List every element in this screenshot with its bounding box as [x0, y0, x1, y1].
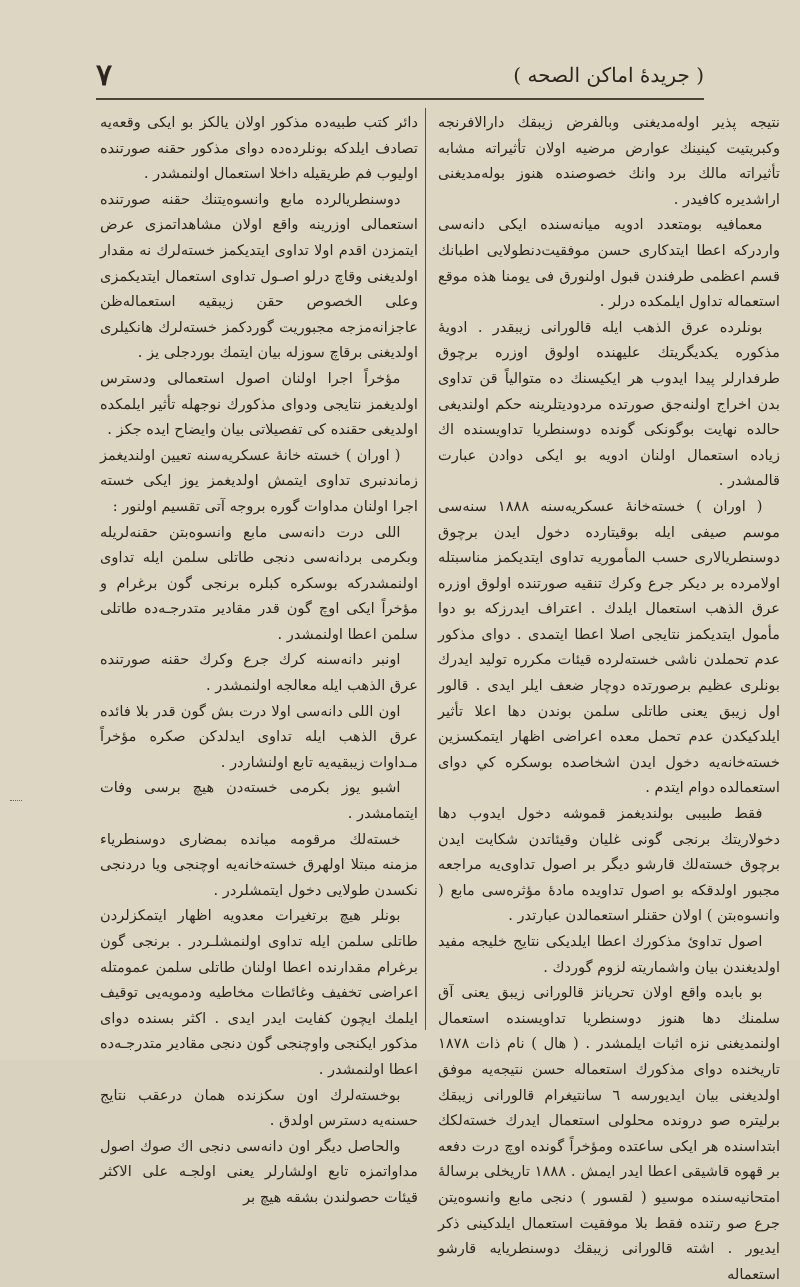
- paragraph: اللى درت دانه‌سى مابع وانسوه‌بتن حقنه‌لريله وبكرمى بردانه‌سى دنجى طاتلى سلمن ايله تداوى اولنمشدركه بوسكره كبلره برنجى گون برغرام و مؤخراً ايكى اوچ گون قدر مقادير متدرجـه‌ده طاتلى سلمن اعطا اولنمشدر .: [100, 523, 418, 643]
- paragraph: بونلر هيچ برتغيرات معدويه اظهار ايتمكزلردن طاتلى سلمن ايله تداوى اولنمشلـردر . برنجى گون برغرام مقدارنده اعطا اولنان طاتلى سلمن عمومتله اعراضى تخفيف وغائطات مخاطيه ودمويه‌يى توقيف ايلمك ايچون كفايت ايدر ايدى . اكثر بسنده دواى مذكور ايكنجى واوچنجى گون دنجى مقادير متدرجـه‌ده اعطا اولنمشدر .: [100, 907, 418, 1078]
- paragraph: ( اوران ) خسته‌خانهٔ عسكريه‌سنه ١٨٨٨ سنه‌سى موسم صيفى ايله بوقيتارده دخول ايدن برچوق دوسنطريالارى حسب المأموريه تداوى ايتديكمز مناسبتله اولامرده بر ديكر جرع وكرك تنقيه صورتنده اولوق اوزره عرق الذهب استعمال ايلدك . اعتراف ايدرزكه بو دوا مأمول ايتديكمز نتايجى اصلا اعطا ايتمدى . دواى مذكور عدم تحملدن ناشى خسته‌لرده قيئات مكرره توليد ايدرك بونلرى عظيم برصورتده دوچار ضعف ايلر ايدى . قالور اول زيبق يعنى طاتلى سلمن بوندن دها اعلا تأثير ايلدكيكدن عدم تحمل معده اعراضى اظهار ايتمكسزين خسته‌خانه‌يه دخول ايدن اشخاصده بوسكره كي دواى استعمالده دوام ايتدم .: [438, 497, 780, 797]
- paragraph: مؤخراً اجرا اولنان اصول استعمالى ودسترس اولديغمز نتايجى ودواى مذكورك نوجهله تأثير ايلمكده اولديغى حقنده كى تفصيلاتى بيان وايضاح ايده جكز .: [100, 369, 418, 439]
- left-column: [96, 110, 418, 1206]
- paragraph: اصول تداوئ مذكورك اعطا ايلديكى نتايج خليجه مفيد اولديغندن بيان واشماريته لزوم گوردك .: [438, 933, 780, 976]
- paragraph: ( اوران ) خسته خانهٔ عسكريه‌سنه تعيين اولنديغمز زماندنبرى تداوى ايتمش اولديغمز يوز ايكى خسته اجرا اولنان مداوات گوره بروجه آتى تقسيم اولنور :: [100, 446, 418, 515]
- paragraph: والحاصل ديگر اون دانه‌سى دنجى اك صوك اصول مداواتمزه تابع اولشارلر يعنى اولجـه على الاكثر قيئات حصولندن بشقه هيچ بر: [100, 1137, 418, 1206]
- header-rule: [96, 98, 704, 100]
- paragraph: بو بابده واقع اولان تحريانز قالورانى زيبق يعنى آق سلمنك دها هنوز دوسنطريا تداويسنده استعمال اولنمديغنى نزه اثبات ايلمشدر . ( هال ) نام ذات ١٨٧٨ تاريخنده دواى مذكورك استعماله حسن نتيجه‌يه موفق اولديغنى بيان ايديورسه ٦ سانتيغرام قالورانى زيبقك برليتره صو درونده محلولى استعمال ايدرك خسته‌لكك ابتداسنده هر ايكى ساعتده ومؤخراً گونده اوچ درت دفعه بر قهوه قاشيقى اعطا ايدر ايمش . ١٨٨٨ تاريخلى برسالهٔ امتحانيه‌سنده موسيو ( لقسور ) دنجى مابع وانسوه‌يتن جرع صو رتنده فقط بلا موفقيت استعمال ايلدكينى ذكر ايديور . اشته قالورانى زيبقك دوسنطريايه قارشو استعماله: [438, 984, 781, 1283]
- paragraph: بوخسته‌لرك اون سكزنده همان درعقب نتايج حسنه‌يه دسترس اولدق .: [100, 1086, 418, 1130]
- paragraph: اون اللى دانه‌سى اولا درت بش گون قدر بلا فائده عرق الذهب ايله تداوى ايدلدكن صكره مؤخراً مـداوات زيبقيه‌يه تابع اولنشاردر .: [100, 702, 418, 771]
- paragraph: اشبو يوز بكرمى خسته‌دن هيچ برسى وفات ايتمامشدر .: [100, 779, 418, 823]
- right-column: [432, 110, 781, 1283]
- page-number: ٧: [96, 57, 113, 93]
- paragraph: دائر كتب طبيه‌ده مذكور اولان يالكز بو ايكى وقعه‌يه تصادف ايلدكه بونلرده‌ده دواى مذكور حقنه صورتنده اوليوب فم طريقيله داخلا استعمال اولنمشدر .: [100, 114, 418, 183]
- paragraph: نتيجه پذير اوله‌مديغنى وبالفرض زيبقك داراﻻفرنجه وكبريتيت كينينك عوارض مرضيه اولان تأثيراته مشابه تأثيراته مالك برد وانك خصوصنده هنوز بوله‌مديغنى اراشديره كافيدر .: [438, 114, 780, 208]
- paragraph: اونبر دانه‌سنه كرك جرع وكرك حقنه صورتنده عرق الذهب ايله معالجه اولنمشدر .: [100, 651, 418, 695]
- paragraph: معمافيه بومتعدد ادويه ميانه‌سنده ايكى دانه‌سى واردركه اعطا ايتدكارى حسن موفقيت‌دنطولايى اطبانك قسم اعظمى طرفندن قبول اولنورق فى يومنا هذه موقع استعماله تداول ايلمكده درلر .: [438, 216, 780, 311]
- paragraph: خسته‌لك مرقومه ميانده بمضارى دوسنطرياء مزمنه مبتلا اولهرق خسته‌خانه‌يه اوچنجى ويا دردنجى نكسدن طولايى دخول ايتمشلردر .: [100, 830, 418, 899]
- paragraph: دوسنطريالرده مابع وانسوه‌يتنك حقنه صورتنده استعمالى اوزرينه واقع اولان مشاهداتمزى عرض ايتمزدن اقدم اولا تداوى ايتديكمز خسته‌لرك نه مقدار اولديغنى وقاچ درلو اصـول تداوى استعمال ايتديكمزى وعلى الخصوص حقن زيبقيه استعماله‌ظن عاجزانه‌مزجه مجبوريت گوردكمز خسته‌لرك هانكيلرى اولديغنى برقاچ سوزله بيان ايتمك بوردجلى يز .: [100, 190, 418, 362]
- running-head: ( جريدهٔ اماكن الصحه ): [513, 63, 704, 87]
- margin-fold-mark: [10, 800, 22, 809]
- column-divider: [425, 108, 426, 1030]
- page-header: [96, 52, 704, 98]
- paragraph: بونلرده عرق الذهب ايله قالورانى زيبقدر . ادويهٔ مذكوره يكديگريتك عليهنده اولوق اوزره برچوق طرفدارلر پيدا ايدوب هر ايكيسنك ده متوالياً قن تداوى بدن اخراج اولنه‌جق صورتده مردوديتلرينه حكم اولنديغى حالده نهايت بوگونكى گونده دوسنطريا تداويسنده اك زياده استعمال اولنان ادويه بو ايكى دوادن عبارت قالمشدر .: [438, 318, 780, 490]
- paragraph: فقط طبيبى بولنديغمز قموشه دخول ايدوب دها دخولاريتك برنجى گونى غليان وقيئاتدن شكايت ايدن برچوق خسته‌لك قارشو ديگر بر اصول تداوى‌يه مراجعه مجبور اولدقكه بو اصول تداويده مادهٔ مؤثره‌سى مابع ( وانسوه‌بتن ) اولان حقنلر استعمالدن عبارتدر .: [438, 805, 780, 925]
